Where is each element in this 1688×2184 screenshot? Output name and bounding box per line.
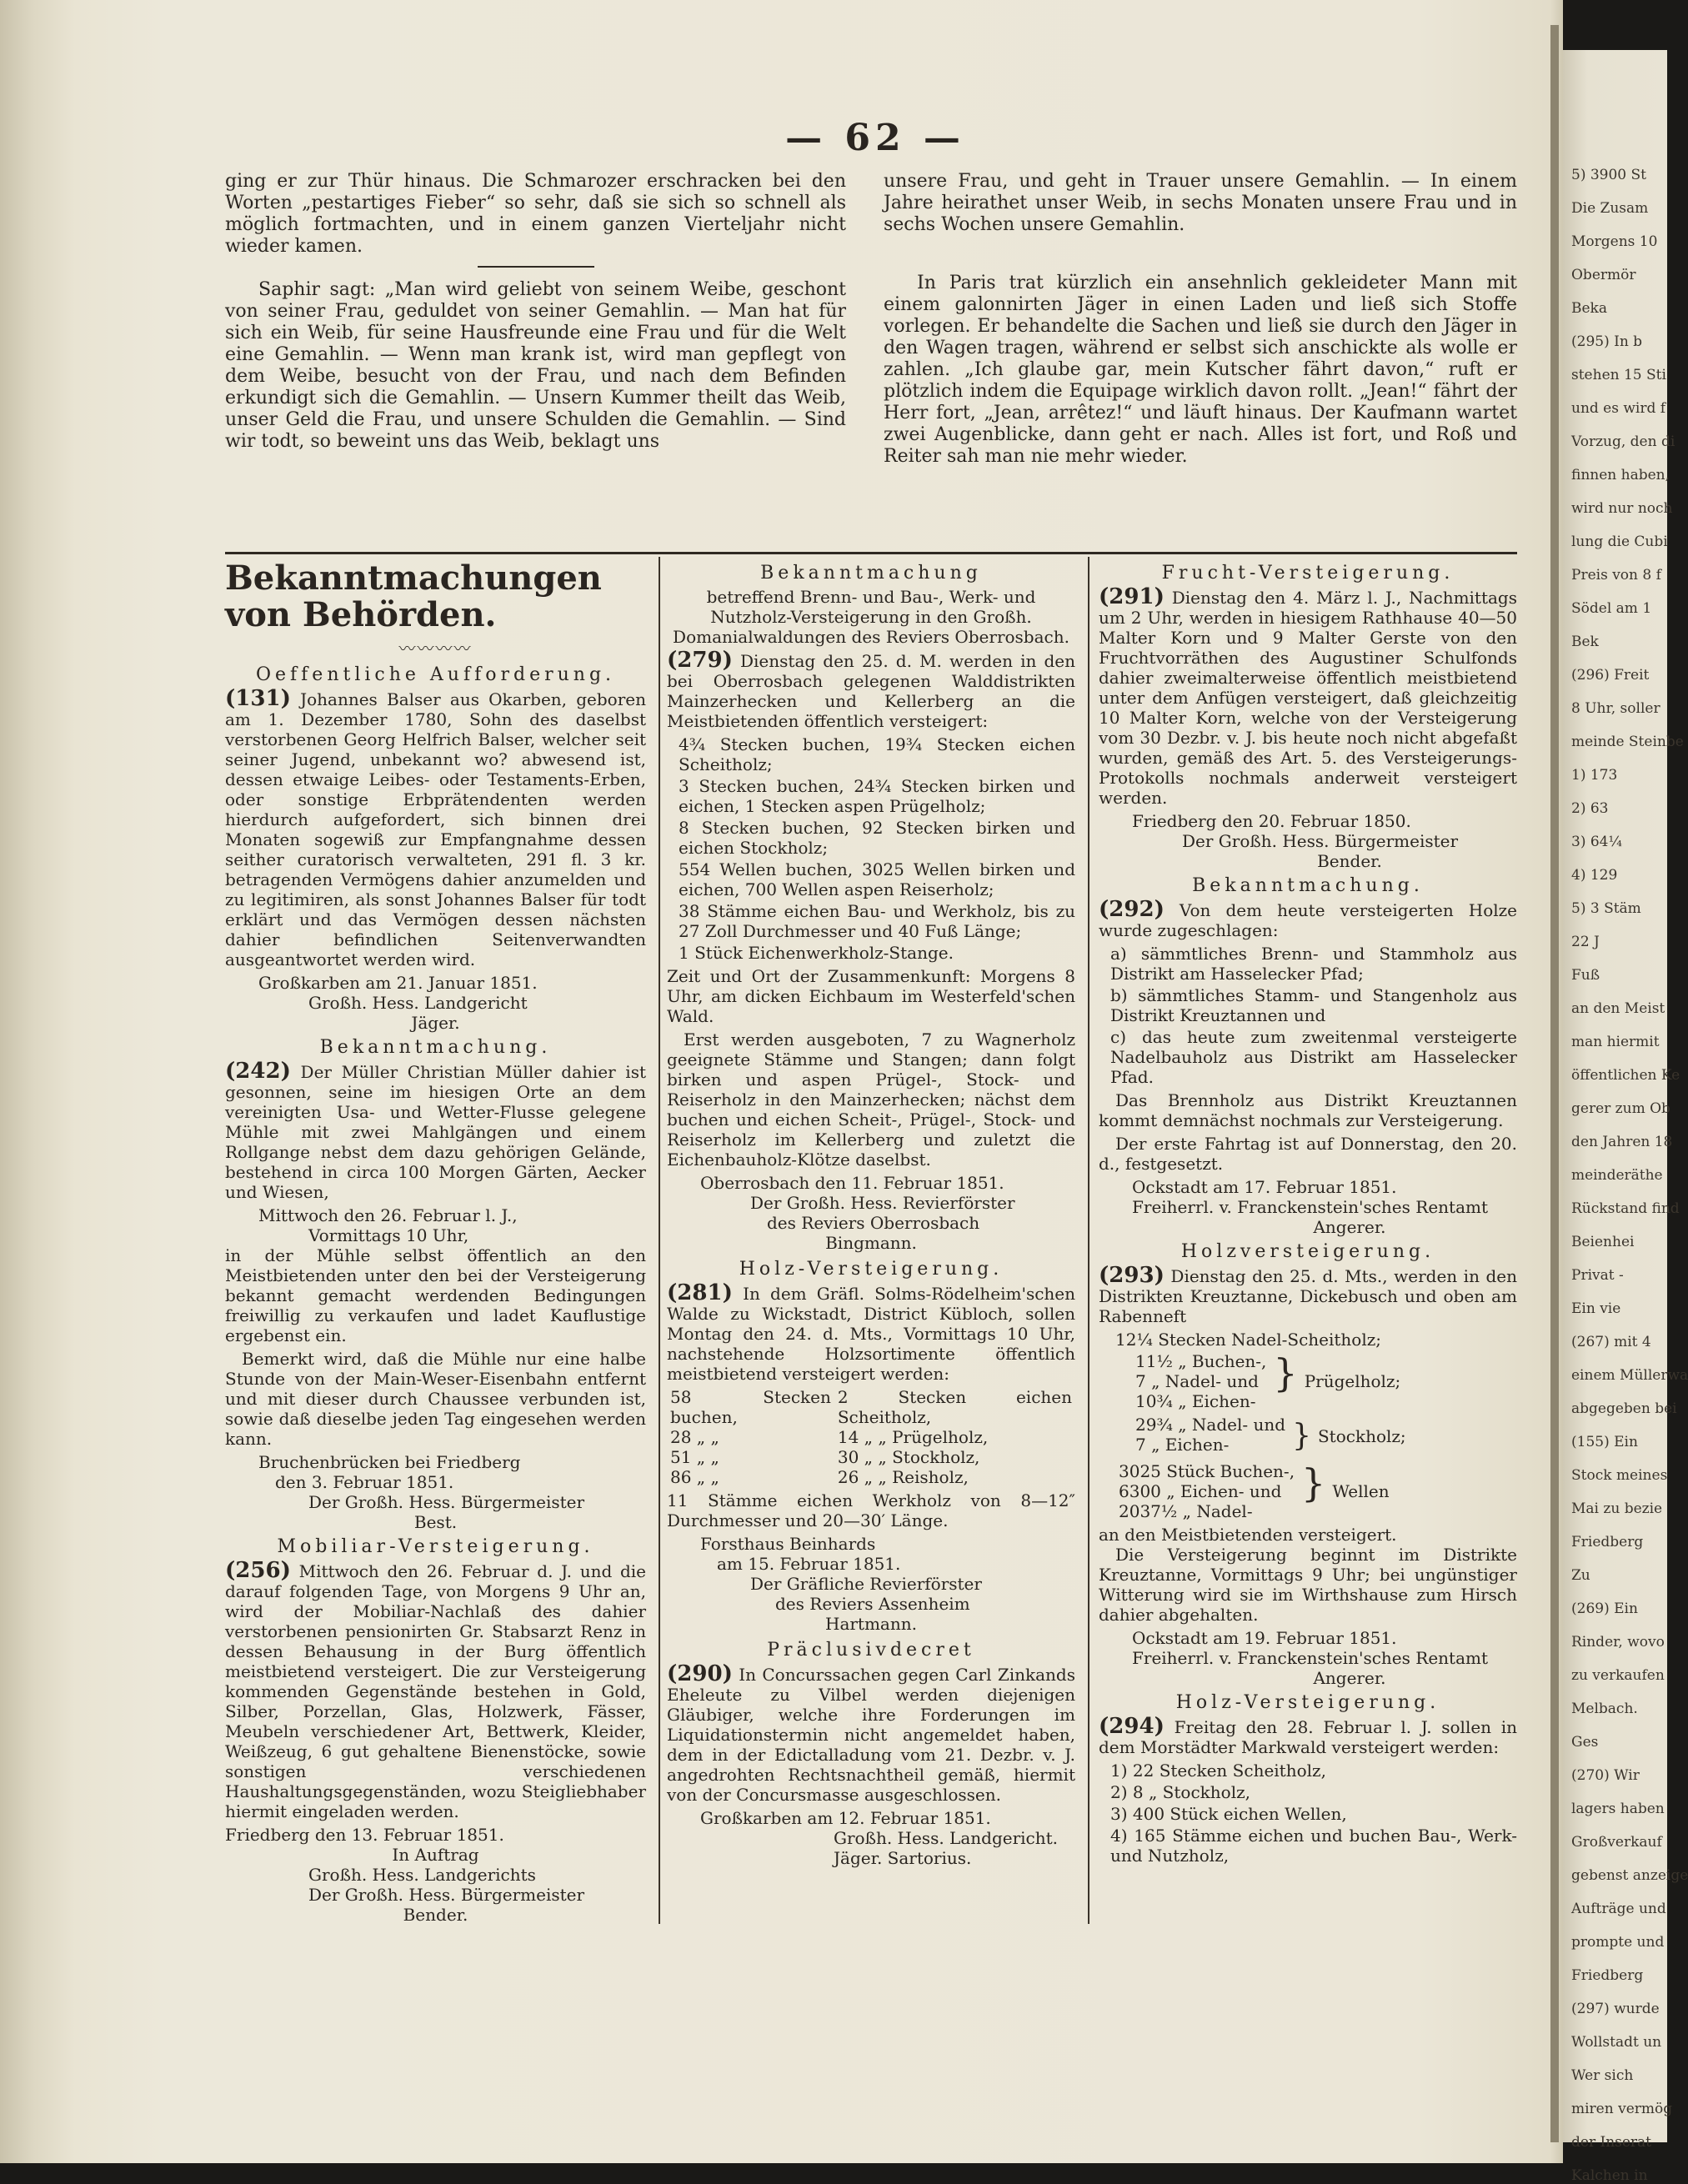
notice-text: Mittwoch den 26. Februar d. J. und die darauf folgenden Tage, von Morgens 9 Uhr an, wird der Mobiliar-Nachlaß des dahier verstorbenen pensionirten Gr. Stabsarzt Renz in dessen Behausung in der Burg öffentlich meistbietend versteigert. Die zur Versteigerung kommenden Gegenstände bestehen in Gold, Silber, Porzellan, Glas, Holzwerk, Fässer, Meubeln verschiedener Art, Bettwerk, Kleider, Weißzeug, 6 gut gehaltene Bienenstöcke, sowie sonstigen verschiedenen Haushaltungsgegenständen, wozu Steigliebhaber hiermit eingeladen werden.	[225, 1561, 647, 1821]
list-item: 554 Wellen buchen, 3025 Wellen birken und eichen, 700 Wellen aspen Reiserholz;	[679, 859, 1075, 899]
list-item: 38 Stämme eichen Bau- und Werkholz, bis zu 27 Zoll Durchmesser und 40 Fuß Länge;	[679, 901, 1075, 941]
notice-date: am 15. Februar 1851.	[717, 1554, 901, 1574]
notice-signature-1: Der Gräfliche Revierförster	[750, 1574, 982, 1594]
notice-signature-name: Jäger.	[411, 1013, 460, 1033]
brace: }	[1273, 1350, 1298, 1395]
notice-number: (291)	[1099, 584, 1165, 609]
group-label: Stockholz;	[1317, 1426, 1406, 1446]
notice-294	[1099, 1693, 1517, 1866]
intro-right-column	[884, 171, 1517, 471]
notice-signature-name: Bingmann.	[825, 1233, 917, 1253]
facing-page-line: Privat -	[1571, 1267, 1624, 1284]
notice-signature-1: Der Großh. Hess. Revierförster	[750, 1193, 1015, 1213]
notice-time: Vormittags 10 Uhr,	[308, 1225, 469, 1245]
facing-page-line: meinderäthe	[1571, 1167, 1663, 1184]
table-cell: 51 „ „	[670, 1447, 719, 1467]
notice-place-date: Ockstadt am 19. Februar 1851.	[1132, 1628, 1397, 1648]
list-item: 3 Stecken buchen, 24¾ Stecken birken und eichen, 1 Stecken aspen Prügelholz;	[679, 776, 1075, 816]
group-label: Wellen	[1332, 1481, 1390, 1501]
facing-page-line: (155) Ein	[1571, 1434, 1638, 1450]
table-cell: 30 „ „ Stockholz,	[837, 1447, 980, 1467]
facing-page-line: Bek	[1571, 634, 1599, 650]
notice-number: (131)	[225, 686, 291, 711]
facing-page-line: Ges	[1571, 1734, 1599, 1751]
facing-page-line: Beienhei	[1571, 1234, 1635, 1250]
notice-meeting: Zeit und Ort der Zusammenkunft: Morgens 8 Uhr, am dicken Eichbaum im Westerfeld'schen Wald.	[667, 966, 1075, 1026]
facing-page-line: (269) Ein	[1571, 1600, 1638, 1617]
facing-page-line: Fuß	[1571, 967, 1600, 984]
notice-place: Forsthaus Beinhards	[700, 1534, 876, 1554]
notice-signature-name: Angerer.	[1313, 1668, 1386, 1688]
facing-page-line: Ein vie	[1571, 1300, 1621, 1317]
list-item: 4¾ Stecken buchen, 19¾ Stecken eichen Scheitholz;	[679, 734, 1075, 774]
list-item: c) das heute zum zweitenmal versteigerte Nadelbauholz aus Distrikt am Hasselecker Pfad.	[1110, 1027, 1517, 1087]
facing-page-line: Morgens 10	[1571, 233, 1658, 250]
intro-left-paragraph-1: ging er zur Thür hinaus. Die Schmarozer erschracken bei den Worten „pestartiges Fieber“ so sehr, daß sie sich so schnell als möglich fortmachten, und in einem ganzen Vierteljahr nicht wieder kamen.	[225, 171, 846, 257]
facing-page-line: und es wird f	[1571, 400, 1666, 417]
facing-page-line: Zu	[1571, 1567, 1590, 1584]
facing-page-line: Kalchen in	[1571, 2167, 1648, 2184]
facing-page-line: Wer sich	[1571, 2067, 1634, 2084]
facing-page-line: Vorzug, den di	[1571, 433, 1675, 450]
notice-text-2: in der Mühle selbst öffentlich an den Meistbietenden unter den bei der Versteigerung bekannt gemacht werdenden Bedingungen freiwillig zu verkaufen und ladet Kauflustige ergebenst ein.	[225, 1245, 646, 1345]
table-cell: 58 Stecken buchen,	[670, 1387, 831, 1427]
facing-page-line: stehen 15 Sti	[1571, 367, 1666, 383]
intro-left-column	[225, 171, 846, 456]
notice-title: Frucht-Versteigerung.	[1161, 563, 1455, 584]
list-item: 3) 400 Stück eichen Wellen,	[1110, 1804, 1347, 1824]
facing-page-line: Großverkauf	[1571, 1834, 1662, 1851]
table-cell: 14 „ „ Prügelholz,	[837, 1427, 989, 1447]
wood-group-pruegelholz	[1132, 1351, 1404, 1411]
list-item: 7 „ Nadel- und	[1135, 1371, 1259, 1391]
facing-page-line: abgegeben bei	[1571, 1400, 1677, 1417]
column-rule-2	[1088, 557, 1089, 1924]
facing-page-line: den Jahren 18	[1571, 1134, 1673, 1150]
notice-signature-1: Großh. Hess. Landgericht.	[834, 1828, 1059, 1848]
notice-signature-2: des Reviers Assenheim	[775, 1594, 970, 1614]
notice-signature-name: Bender.	[1317, 851, 1382, 871]
list-item: 7 „ Eichen-	[1135, 1435, 1230, 1455]
notice-text-2: Die Versteigerung beginnt im Distrikte Kreuztanne, Vormittags 9 Uhr; bei ungünstiger Witterung wird sie im Wirthshause zum Hirsch dahier abgehalten.	[1099, 1545, 1517, 1625]
notice-signature: Der Großh. Hess. Bürgermeister	[1182, 831, 1459, 851]
list-item: 11½ „ Buchen-,	[1135, 1351, 1267, 1371]
facing-page-line: gebenst anzeige	[1571, 1867, 1688, 1884]
announcements-column-3	[1099, 560, 1517, 1869]
notice-signature: Freiherrl. v. Franckenstein'sches Rentamt	[1132, 1648, 1488, 1668]
notice-291	[1099, 564, 1517, 871]
group-label: Prügelholz;	[1304, 1371, 1401, 1391]
notice-text-2: Erst werden ausgeboten, 7 zu Wagnerholz geeignete Stämme und Stangen; dann folgt birken und aspen Prügel-, Stock- und Reiserholz in den Mainzerhecken; nächst dem buchen und eichen Scheit-, Prügel-, Stock- und Reiserholz im Kellerberg und zuletzt die Eichenbauholz-Klötze daselbst.	[667, 1029, 1075, 1170]
facing-page-line: 1) 173	[1571, 767, 1618, 784]
facing-page-line: Wollstadt un	[1571, 2034, 1662, 2051]
table-row	[667, 1387, 1075, 1427]
facing-page-line: 5) 3900 St	[1571, 167, 1646, 183]
notice-date: den 3. Februar 1851.	[275, 1472, 454, 1492]
list-item: 8 Stecken buchen, 92 Stecken birken und eichen Stockholz;	[679, 818, 1075, 858]
facing-page-line: lagers haben	[1571, 1801, 1665, 1817]
notice-signature: Der Großh. Hess. Bürgermeister	[308, 1492, 585, 1512]
notice-title: Bekanntmachung.	[1192, 875, 1424, 896]
ornament: 〰〰〰〰	[398, 639, 473, 659]
facing-page-line: 4) 129	[1571, 867, 1618, 884]
table-row	[667, 1427, 1075, 1447]
table-cell: 86 „ „	[670, 1467, 719, 1487]
notice-signature-name: Angerer.	[1313, 1217, 1386, 1237]
facing-page-line: man hiermit	[1571, 1034, 1660, 1050]
facing-page-line: meinde Steinbe	[1571, 734, 1684, 750]
wood-row: 12¼ Stecken Nadel-Scheitholz;	[1115, 1330, 1382, 1350]
facing-page-line: Aufträge und	[1571, 1901, 1666, 1917]
notice-place-date: Friedberg den 20. Februar 1850.	[1132, 811, 1411, 831]
list-item: b) sämmtliches Stamm- und Stangenholz aus Distrikt Kreuztannen und	[1110, 985, 1517, 1025]
notice-title: Präclusivdecret	[767, 1640, 975, 1661]
facing-page-line: 22 J	[1571, 934, 1600, 950]
facing-page-line: öffentlichen Ke	[1571, 1067, 1680, 1084]
notice-text-2: Das Brennholz aus Distrikt Kreuztannen kommt demnächst nochmals zur Versteigerung.	[1099, 1090, 1517, 1130]
notice-number: (256)	[225, 1558, 291, 1583]
facing-page-line: Friedberg	[1571, 1967, 1644, 1984]
section-heading: Bekanntmachungen von Behörden.	[225, 559, 602, 634]
notice-text: Dienstag den 4. März l. J., Nachmittags um 2 Uhr, werden in hiesigem Rathhause 40—50 Malter Korn und 9 Malter Gerste von den Fruchtvorräthen des Augustiner Schulfonds dahier zweimalterweise öffentlich meistbietend unter dem Anfügen versteigert, daß gleichzeitig 10 Malter Korn, welche von der Versteigerung vom 30 Dezbr. v. J. bis heute noch nicht abgefaßt wurden, gemäß des Art. 5. des Versteigerungs-Protokolls nochmals anderweit versteigert werden.	[1099, 588, 1517, 808]
facing-page-line: 2) 63	[1571, 800, 1609, 817]
notice-tail: an den Meistbietenden versteigert.	[1099, 1525, 1397, 1545]
notice-signature-1: Großh. Hess. Landgerichts	[308, 1865, 536, 1885]
facing-page-line: miren vermög	[1571, 2101, 1673, 2117]
column-rule-1	[659, 557, 660, 1924]
table-cell: 26 „ „ Reisholz,	[837, 1467, 969, 1487]
notice-signature-name: Hartmann.	[825, 1614, 917, 1634]
notice-place-date: Oberrosbach den 11. Februar 1851.	[700, 1173, 1004, 1193]
notice-text: Johannes Balser aus Okarben, geboren am 1. Dezember 1780, Sohn des daselbst verstorbenen Georg Helfrich Balser, welcher seit seiner Jugend, unbekannt wo? abwesend ist, dessen etwaige Leibes- oder Testaments-Erben, oder sonstige Erbprätendenten werden hierdurch aufgefordert, sich binnen drei Monaten sogewiß zur Empfangnahme dessen seither curatorisch verwalteten, 291 fl. 3 kr. betragenden Vermögens dahier anzumelden und zu legitimiren, als sonst Johannes Balser für todt erklärt und das Vermögen dessen nächsten dahier befindlichen Seitenverwandten ausgeantwortet werden wird.	[225, 689, 646, 969]
notice-text: In Concurssachen gegen Carl Zinkands Eheleute zu Vilbel werden diejenigen Gläubiger, welche ihre Forderungen im Liquidationstermin nicht angemeldet haben, dem in der Edictalladung vom 21. Dezbr. v. J. angedrohten Rechtsnachtheil gemäß, hiermit von der Concursmasse ausgeschlossen.	[667, 1665, 1075, 1805]
facing-page-line: Melbach.	[1571, 1701, 1638, 1717]
divider	[478, 266, 594, 268]
announcements-column-1	[225, 560, 646, 1925]
facing-page-line: Friedberg	[1571, 1534, 1644, 1550]
notice-242	[225, 1038, 646, 1532]
notice-number: (292)	[1099, 897, 1165, 922]
notice-signature-2: Der Großh. Hess. Bürgermeister	[308, 1885, 585, 1905]
notice-text: Freitag den 28. Februar l. J. sollen in dem Morstädter Markwald versteigert werden:	[1099, 1717, 1517, 1757]
facing-page-line: (295) In b	[1571, 333, 1643, 350]
notice-text-3: Bemerkt wird, daß die Mühle nur eine halbe Stunde von der Main-Weser-Eisenbahn entfernt und mit dieser durch Chaussee verbunden ist, sowie daß dieselbe jeden Tag eingesehen werden kann.	[225, 1349, 646, 1449]
table-cell: 28 „ „	[670, 1427, 719, 1447]
table-cell: 2 Stecken eichen Scheitholz,	[837, 1387, 1072, 1427]
facing-page-line: Mai zu bezie	[1571, 1500, 1663, 1517]
notice-subtitle: betreffend Brenn- und Bau-, Werk- und Nutzholz-Versteigerung in den Großh. Domanialwaldungen des Reviers Oberrosbach.	[673, 587, 1069, 647]
notice-title: Holz-Versteigerung.	[1175, 1692, 1440, 1713]
facing-page-line: (270) Wir	[1571, 1767, 1640, 1784]
notice-title: Bekanntmachung.	[319, 1037, 552, 1058]
wood-list	[1099, 1761, 1517, 1866]
list-item: 2) 8 „ Stockholz,	[1110, 1782, 1250, 1802]
page-number: — 62 —	[785, 117, 965, 159]
facing-page-line: Die Zusam	[1571, 200, 1649, 217]
notice-281	[667, 1260, 1075, 1634]
section-rule	[225, 552, 1517, 554]
notice-title: Holz-Versteigerung.	[739, 1259, 1004, 1280]
notice-number: (294)	[1099, 1714, 1165, 1739]
facing-page-line: Rückstand find	[1571, 1200, 1680, 1217]
wood-table	[667, 1387, 1075, 1487]
notice-293	[1099, 1242, 1517, 1688]
wood-list	[667, 734, 1075, 963]
facing-page-line: 8 Uhr, soller	[1571, 700, 1660, 717]
notice-place-date: Friedberg den 13. Februar 1851.	[225, 1825, 504, 1845]
notice-text: Von dem heute versteigerten Holze wurde zugeschlagen:	[1099, 900, 1517, 940]
facing-page-line: prompte und	[1571, 1934, 1665, 1951]
notice-signature-0: In Auftrag	[392, 1845, 479, 1865]
table-row	[667, 1467, 1075, 1487]
facing-page-line: 3) 64¼	[1571, 834, 1622, 850]
facing-page-line: Södel am 1	[1571, 600, 1652, 617]
brace: }	[1301, 1460, 1326, 1505]
intro-right-paragraph-2: In Paris trat kürzlich ein ansehnlich gekleideter Mann mit einem galonnirten Jäger in einen Laden und ließ sich Stoffe vorlegen. Er behandelte die Sachen und ließ sie durch den Jäger in den Wagen tragen, während er selbst sich anschickte als wolle er zahlen. „Ich glaube gar, mein Kutscher fährt davon,“ ruft er plötzlich indem die Equipage wirklich davon rollt. „Jean!“ fährt der Herr fort, „Jean, arrêtez!“ und läuft hinaus. Der Kaufmann wartet zwei Augenblicke, dann geht er nach. Alles ist fort, und Roß und Reiter sah man nie mehr wieder.	[884, 273, 1517, 467]
list-item: 10¾ „ Eichen-	[1135, 1391, 1256, 1411]
notice-date: Mittwoch den 26. Februar l. J.,	[258, 1205, 518, 1225]
wood-group-stockholz	[1132, 1415, 1410, 1458]
notice-number: (281)	[667, 1280, 733, 1305]
table-row	[667, 1447, 1075, 1467]
facing-page-line: Obermör	[1571, 267, 1636, 283]
notice-signature-2: des Reviers Oberrosbach	[767, 1213, 980, 1233]
facing-page-line: (297) wurde	[1571, 2001, 1660, 2017]
facing-page-line: Stock meines	[1571, 1467, 1668, 1484]
brace: }	[1292, 1419, 1311, 1453]
facing-page-line: der Inserat	[1571, 2134, 1652, 2151]
list-item: 4) 165 Stämme eichen und buchen Bau-, Werk- und Nutzholz,	[1110, 1826, 1517, 1866]
notice-number: (279)	[667, 648, 733, 673]
notice-signature: Großh. Hess. Landgericht	[308, 993, 528, 1013]
notice-279	[667, 564, 1075, 1253]
notice-signature: Freiherrl. v. Franckenstein'sches Rentamt	[1132, 1197, 1488, 1217]
notice-256	[225, 1537, 646, 1925]
allocation-list	[1099, 944, 1517, 1087]
list-item: 1 Stück Eichenwerkholz-Stange.	[679, 943, 954, 963]
notice-number: (242)	[225, 1059, 291, 1084]
notice-292	[1099, 876, 1517, 1237]
facing-page-line: (296) Freit	[1571, 667, 1650, 684]
facing-page-line: einem Müllerwa	[1571, 1367, 1688, 1384]
notice-text-3: Der erste Fahrtag ist auf Donnerstag, den 20. d., festgesetzt.	[1099, 1134, 1517, 1174]
list-item: 1) 22 Stecken Scheitholz,	[1110, 1761, 1326, 1781]
notice-131	[225, 665, 646, 1033]
facing-page-line: zu verkaufen	[1571, 1667, 1665, 1684]
facing-page-line: wird nur noch	[1571, 500, 1673, 517]
notice-text: Der Müller Christian Müller dahier ist gesonnen, seine im hiesigen Orte an dem vereinigten Usa- und Wetter-Flusse gelegene Mühle mit zwei Mahlgängen und einem Rollgange nebst dem dazu gehörigen Gelände, bestehend in circa 100 Morgen Gärten, Aecker und Wiesen,	[225, 1062, 646, 1202]
notice-title: Holzversteigerung.	[1180, 1241, 1435, 1262]
list-item: 6300 „ Eichen- und	[1119, 1481, 1282, 1501]
notice-text: In dem Gräfl. Solms-Rödelheim'schen Walde zu Wickstadt, District Kübloch, sollen Montag den 24. d. Mts., Vormittags 10 Uhr, nachstehende Holzsortimente öffentlich meistbietend versteigert werden:	[667, 1284, 1076, 1384]
notice-signature-name: Bender.	[403, 1905, 468, 1925]
page-edge	[1550, 25, 1559, 2142]
intro-left-paragraph-2: Saphir sagt: „Man wird geliebt von seinem Weibe, geschont von seiner Frau, geduldet von seiner Gemahlin. — Man hat für sich ein Weib, für seine Hausfreunde eine Frau und für die Welt eine Gemahlin. — Wenn man krank ist, wird man gepflegt von dem Weibe, besucht von der Frau, und nach dem Befinden erkundigt sich die Gemahlin. — Unsern Kummer theilt das Weib, unser Geld die Frau, und unsere Schulden die Gemahlin. — Sind wir todt, so beweint uns das Weib, beklagt uns	[225, 279, 846, 452]
facing-page-line: (267) mit 4	[1571, 1334, 1651, 1350]
notice-text: Dienstag den 25. d. M. werden in den bei Oberrosbach gelegenen Walddistrikten Mainzerhecken und Kellerberg an die Meistbietenden öffentlich versteigert:	[667, 651, 1075, 731]
notice-290	[667, 1641, 1075, 1868]
notice-place-date: Ockstadt am 17. Februar 1851.	[1132, 1177, 1397, 1197]
facing-page-line: finnen haben,	[1571, 467, 1670, 483]
facing-page-line: gerer zum Ob	[1571, 1100, 1670, 1117]
notice-number: (293)	[1099, 1263, 1165, 1288]
notice-signature-name: Best.	[413, 1512, 458, 1532]
wood-group-wellen	[1115, 1461, 1393, 1521]
list-item: 29¾ „ Nadel- und	[1135, 1415, 1286, 1435]
notice-signature-name: Jäger. Sartorius.	[834, 1848, 972, 1868]
notice-place-date: Großkarben am 21. Januar 1851.	[258, 973, 538, 993]
notice-title: Mobiliar-Versteigerung.	[277, 1536, 594, 1557]
facing-page-line: Beka	[1571, 300, 1607, 317]
notice-text: Dienstag den 25. d. Mts., werden in den Distrikten Kreuztanne, Dickebusch und oben am Rabenneft	[1099, 1266, 1517, 1326]
intro-right-paragraph-1: unsere Frau, und geht in Trauer unsere Gemahlin. — In einem Jahre heirathet unser Weib, in sechs Monaten unsere Frau und in sechs Wochen unsere Gemahlin.	[884, 171, 1517, 235]
facing-page-line: 5) 3 Stäm	[1571, 900, 1641, 917]
facing-page-line: Preis von 8 f	[1571, 567, 1661, 584]
list-item: 11 Stämme eichen Werkholz von 8—12″ Durchmesser und 20—30′ Länge.	[667, 1490, 1075, 1530]
notice-place-date: Großkarben am 12. Februar 1851.	[700, 1808, 991, 1828]
facing-page-line: lung die Cubi	[1571, 533, 1668, 550]
facing-page-line: Rinder, wovo	[1571, 1634, 1665, 1651]
notice-title: Bekanntmachung	[760, 563, 982, 584]
notice-place: Bruchenbrücken bei Friedberg	[258, 1452, 521, 1472]
notice-number: (290)	[667, 1661, 733, 1686]
announcements-column-2	[667, 560, 1075, 1868]
list-item: 3025 Stück Buchen-,	[1119, 1461, 1295, 1481]
facing-page-line: an den Meist	[1571, 1000, 1665, 1017]
list-item: a) sämmtliches Brenn- und Stammholz aus Distrikt am Hasselecker Pfad;	[1110, 944, 1517, 984]
facing-page-fragment	[1563, 50, 1688, 2184]
list-item: 2037½ „ Nadel-	[1119, 1501, 1253, 1521]
notice-title: Oeffentliche Aufforderung.	[255, 664, 616, 685]
